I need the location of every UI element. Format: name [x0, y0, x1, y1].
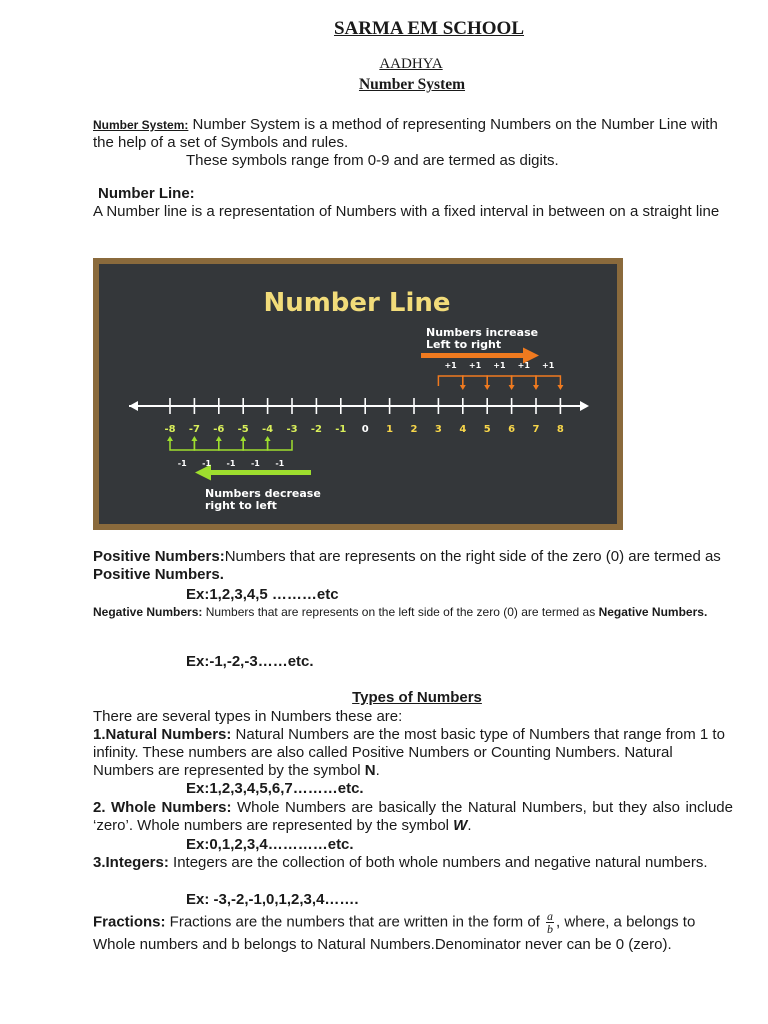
increase-sublabel: Left to right [426, 338, 502, 351]
svg-text:-1: -1 [275, 459, 285, 468]
types-intro: There are several types in Numbers these are: [93, 708, 403, 725]
tick-label: 0 [361, 424, 369, 435]
natural-numbers-text: Natural Numbers are the most basic type of Numbers that range from 1 to infinity. These numbers are also called Positive Numbers or Counting Numbers. Natural Numbers are represented by the symbol [93, 726, 725, 779]
tick-label: 5 [483, 424, 491, 435]
tick-label: -8 [164, 424, 176, 435]
natural-example: Ex:1,2,3,4,5,6,7………etc. [186, 780, 364, 797]
axis-arrow-left [129, 401, 138, 411]
minus-one-step [167, 436, 194, 468]
minus-one-step [265, 436, 292, 468]
whole-numbers-text: Whole Numbers are basically the Natural Numbers, but they also include ‘zero’. Whole numbers are represented by the symbol [93, 799, 733, 834]
svg-text:+1: +1 [444, 361, 457, 370]
positive-numbers-term: Positive Numbers. [93, 566, 224, 583]
minus-one-step [240, 436, 267, 468]
negative-numbers-paragraph [93, 603, 733, 622]
svg-text:-1: -1 [202, 459, 212, 468]
tick-label: -7 [188, 424, 200, 435]
tick-label: 8 [556, 424, 564, 435]
positive-numbers-text: Numbers that are represents on the right side of the zero (0) are termed as [224, 548, 721, 565]
number-system-label: Number System: [93, 118, 189, 132]
svg-text:-1: -1 [226, 459, 236, 468]
whole-example: Ex:0,1,2,3,4…………etc. [186, 836, 354, 853]
plus-one-step [463, 361, 490, 390]
decrease-label: Numbers decrease [205, 487, 321, 500]
whole-end: . [467, 817, 472, 834]
plus-one-step [438, 361, 465, 390]
fractions-label: Fractions: [93, 913, 166, 931]
integers-paragraph [93, 854, 733, 872]
positive-numbers-label: Positive Numbers: [93, 548, 225, 565]
positive-numbers-paragraph [93, 548, 733, 584]
number-system-digits: These symbols range from 0-9 and are termed as digits. [186, 152, 559, 169]
minus-one-step [191, 436, 218, 468]
positive-example: Ex:1,2,3,4,5 ………etc [186, 586, 339, 603]
plus-one-steps [438, 361, 563, 390]
fraction-denominator: b [547, 922, 554, 936]
natural-end: . [375, 762, 380, 779]
tick-label: -1 [335, 424, 347, 435]
svg-text:-1: -1 [177, 459, 187, 468]
fraction-numerator: a [547, 909, 554, 923]
tick-label: 1 [386, 424, 394, 435]
svg-text:-1: -1 [250, 459, 260, 468]
fractions-text-2: , where, a belongs to Whole numbers and b belongs to Natural Numbers.Denominator never can be 0 (zero). [93, 913, 696, 953]
negative-numbers-text: Numbers that are represents on the left side of the zero (0) are termed as [202, 605, 599, 619]
integers-label: 3.Integers: [93, 854, 169, 871]
number-line-diagram [99, 264, 617, 524]
tick-label: 4 [459, 424, 467, 435]
integers-text: Integers are the collection of both whole numbers and negative natural numbers. [168, 854, 708, 871]
svg-text:+1: +1 [542, 361, 555, 370]
board-title: Number Line [263, 288, 451, 318]
tick-label: -2 [310, 424, 322, 435]
number-system-paragraph [93, 116, 733, 170]
types-heading: Types of Numbers [352, 689, 482, 706]
natural-numbers-paragraph [93, 726, 733, 780]
fractions-paragraph [93, 910, 733, 955]
number-line-tick-labels [164, 424, 563, 435]
fraction-a-over-b [546, 910, 554, 935]
increase-label: Numbers increase [426, 326, 539, 339]
natural-symbol: N [364, 762, 376, 779]
school-name: SARMA EM SCHOOL [333, 18, 525, 39]
axis-arrow-right [580, 401, 589, 411]
minus-one-step [216, 436, 243, 468]
minus-one-steps [167, 436, 292, 468]
tick-label: 7 [532, 424, 540, 435]
negative-example: Ex:-1,-2,-3……etc. [186, 653, 314, 670]
svg-text:+1: +1 [493, 361, 506, 370]
plus-one-step [487, 361, 514, 390]
page-title: Number System [358, 76, 466, 93]
svg-text:+1: +1 [468, 361, 482, 370]
tick-label: 3 [434, 424, 442, 435]
number-line-heading: Number Line: [98, 185, 195, 202]
tick-label: -4 [262, 424, 274, 435]
tick-label: -3 [286, 424, 298, 435]
integers-example: Ex: -3,-2,-1,0,1,2,3,4……. [186, 891, 359, 908]
svg-text:+1: +1 [517, 361, 530, 370]
natural-numbers-label: 1.Natural Numbers: [93, 726, 232, 743]
tick-label: -6 [213, 424, 225, 435]
whole-numbers-paragraph [93, 799, 733, 835]
number-line-axis [129, 398, 589, 414]
whole-numbers-label: 2. Whole Numbers: [93, 799, 232, 816]
number-system-text: Number System is a method of representing Numbers on the Number Line with the help of a set of Symbols and rules. [93, 116, 718, 151]
student-name: AADHYA [379, 56, 443, 72]
plus-one-step [512, 361, 539, 390]
tick-label: -5 [237, 424, 249, 435]
number-line-chalkboard [93, 258, 623, 530]
number-line-text: A Number line is a representation of Numbers with a fixed interval in between on a straight line [93, 203, 720, 220]
whole-symbol: W [453, 817, 468, 834]
negative-numbers-label: Negative Numbers: [93, 605, 203, 619]
decrease-sublabel: right to left [205, 499, 277, 512]
tick-label: 2 [410, 424, 418, 435]
plus-one-step [536, 361, 563, 390]
fractions-text: Fractions are the numbers that are written in the form of [165, 913, 545, 931]
tick-label: 6 [508, 424, 516, 435]
negative-numbers-term: Negative Numbers. [598, 605, 708, 619]
